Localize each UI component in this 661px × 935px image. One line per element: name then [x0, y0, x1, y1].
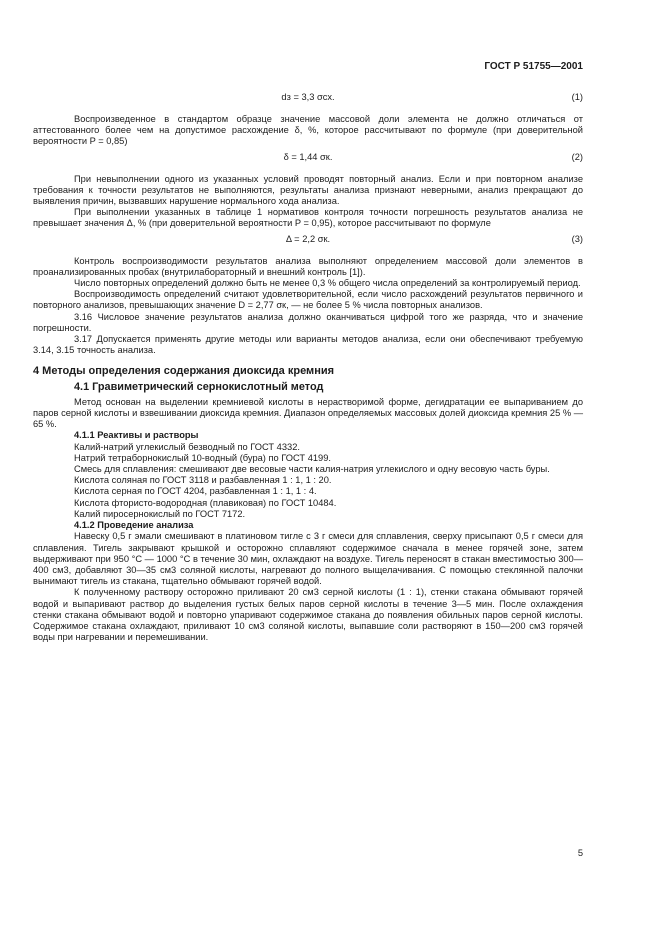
paragraph-6: Воспроизводимость определений считают удовлетворительной, если число расхождений результатов первичного и повторного анализов, превышающих значение D = 2,77 σк, — не более 5 % числа повторных анализов.: [33, 289, 583, 311]
formula-1-text: dз = 3,3 σсх.: [281, 92, 335, 102]
reagent-item: Кислота серная по ГОСТ 4204, разбавленная 1 : 1, 1 : 4.: [74, 486, 317, 497]
reagent-item: Смесь для сплавления: смешивают две весовые части калия-натрия углекислого и одну весовую часть буры.: [74, 464, 550, 475]
formula-1: [33, 92, 583, 104]
formula-2: [33, 152, 583, 164]
formula-3-text: Δ = 2,2 σк.: [285, 233, 331, 244]
formula-2-text: δ = 1,44 σк.: [283, 151, 333, 162]
paragraph-10: Навеску 0,5 г эмали смешивают в платиновом тигле с 3 г смеси для сплавления, сверху присыпают 0,5 г смеси для сплавления. Тигель закрывают крышкой и осторожно сплавляют содержимое сначала в менее горячей зоне, затем выдерживают при 950 °С — 1000 °С в течение 30 мин, охлаждают на воздухе. Тигель переносят в стакан вместимостью 300—400 см3, добавляют 30—35 см3 соляной кислоты, нагревают до полного выщелачивания. С помощью стеклянной палочки вынимают тигель из стакана, тщательно обмывают горячей водой.: [33, 531, 583, 587]
paragraph-3: При выполнении указанных в таблице 1 нормативов контроля точности погрешность результатов анализа не превышает значения Δ, % (при доверительной вероятности P = 0,95), которое рассчитывают по формуле: [33, 207, 583, 229]
page-content: [33, 92, 583, 643]
paragraph-2: При невыполнении одного из указанных условий проводят повторный анализ. Если и при повторном анализе требования к точности результатов не выполняются, результаты анализа признают неверными, анализ прекращают до выявления причин, вызвавших нарушение нормального хода анализа.: [33, 173, 583, 207]
paragraph-8: 3.17 Допускается применять другие методы или варианты методов анализа, если они обеспечивают требуемую 3.14, 3.15 точность анализа.: [33, 334, 583, 356]
paragraph-9: Метод основан на выделении кремниевой кислоты в нерастворимой форме, дегидратации ее выпариванием до паров серной кислоты и взвешивании диоксида кремния. Диапазон определяемых массовых долей диоксида кремния 25 % — 65 %.: [33, 396, 583, 430]
reagent-item: Кислота фтористо-водородная (плавиковая) по ГОСТ 10484.: [74, 497, 337, 508]
standard-header: ГОСТ Р 51755—2001: [484, 61, 583, 72]
section-4-1-2-heading: 4.1.2 Проведение анализа: [74, 520, 194, 531]
section-4-1-1-heading: 4.1.1 Реактивы и растворы: [74, 430, 199, 441]
reagent-item: Калий-натрий углекислый безводный по ГОСТ 4332.: [74, 441, 300, 452]
formula-1-number: (1): [571, 92, 583, 102]
section-4-heading: 4 Методы определения содержания диоксида кремния: [33, 365, 335, 378]
reagent-item: Натрий тетраборнокислый 10-водный (бура) по ГОСТ 4199.: [74, 452, 331, 463]
paragraph-11: К полученному раствору осторожно приливают 20 см3 серной кислоты (1 : 1), стенки стакана обмывают горячей водой и выпаривают раствор до выделения густых белых паров серной кислоты в течение 3—5 мин. После охлаждения стенки стакана обмывают водой и повторно упаривают содержимое стакана до появления обильных паров серной кислоты. Содержимое стакана охлаждают, приливают 10 см3 соляной кислоты, выпавшие соли растворяют в 150—200 см3 горячей воды при нагревании и перемешивании.: [33, 587, 583, 643]
paragraph-5: Число повторных определений должно быть не менее 0,3 % общего числа определений за контролируемый период.: [74, 278, 581, 289]
paragraph-1: Воспроизведенное в стандартом образце значение массовой доли элемента не должно отличаться от аттестованного более чем на допустимое расхождение δ, %, которое рассчитывают по формуле (при доверительной вероятности P = 0,85): [33, 114, 583, 147]
formula-3: [33, 234, 583, 246]
page-number: 5: [577, 848, 583, 858]
section-4-1-heading: 4.1 Гравиметрический сернокислотный метод: [74, 380, 324, 393]
reagent-item: Кислота соляная по ГОСТ 3118 и разбавленная 1 : 1, 1 : 20.: [74, 475, 332, 486]
reagent-item: Калий пиросернокислый по ГОСТ 7172.: [74, 508, 246, 519]
formula-3-number: (3): [571, 233, 583, 244]
paragraph-4: Контроль воспроизводимости результатов анализа выполняют определением массовой доли элементов в проанализированных пробах (внутрилабораторный и внешний контроль [1]).: [33, 255, 583, 277]
paragraph-7: 3.16 Числовое значение результатов анализа должно оканчиваться цифрой того же разряда, что и значение погрешности.: [33, 311, 583, 333]
formula-2-number: (2): [571, 151, 583, 162]
